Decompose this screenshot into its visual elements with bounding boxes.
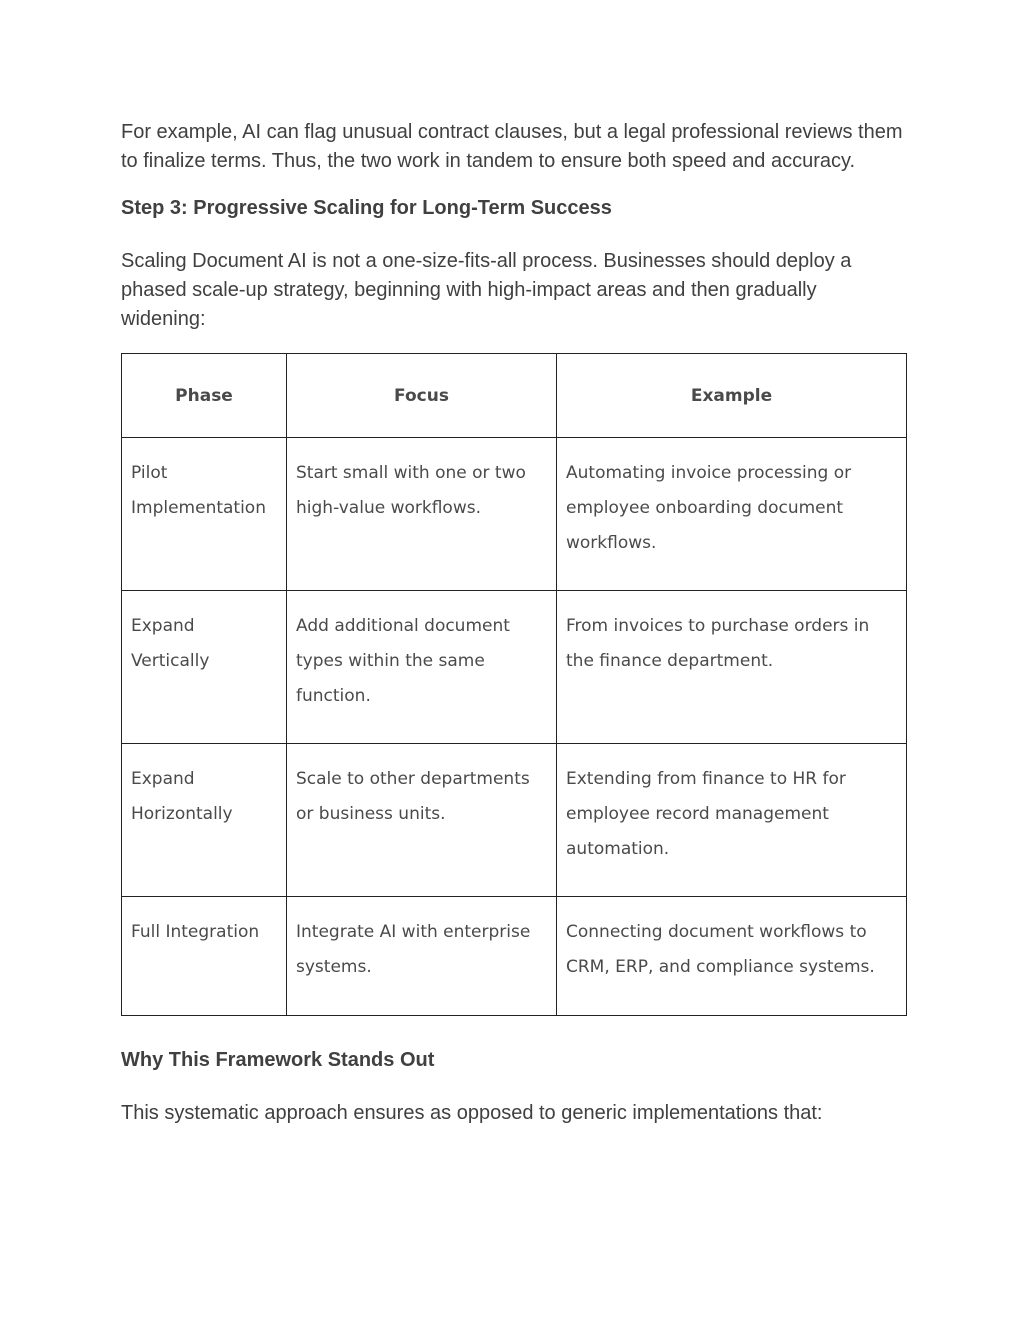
table-row: [122, 591, 907, 744]
cell-phase: Full Integration: [122, 897, 287, 1016]
cell-focus: Integrate AI with enterprise systems.: [287, 897, 557, 1016]
header-example: Example: [557, 354, 907, 438]
intro-paragraph: For example, AI can flag unusual contract clauses, but a legal professional reviews them to finalize terms. Thus, the two work in tandem to ensure both speed and accuracy.: [121, 121, 903, 172]
table-header-row: [122, 354, 907, 438]
scaling-phases-table: [121, 353, 907, 1016]
scaling-paragraph: Scaling Document AI is not a one-size-fits-all process. Businesses should deploy a phased scale-up strategy, beginning with high-impact areas and then gradually widening:: [121, 250, 852, 330]
cell-focus: Scale to other departments or business units.: [287, 744, 557, 897]
cell-focus: Start small with one or two high-value workflows.: [287, 438, 557, 591]
document-page: [121, 118, 906, 1128]
header-focus: Focus: [287, 354, 557, 438]
step3-heading: Step 3: Progressive Scaling for Long-Term Success: [121, 197, 612, 219]
cell-example: From invoices to purchase orders in the finance department.: [557, 591, 907, 744]
table-row: [122, 744, 907, 897]
table-row: [122, 438, 907, 591]
cell-example: Extending from finance to HR for employee record management automation.: [557, 744, 907, 897]
cell-example: Connecting document workflows to CRM, ERP, and compliance systems.: [557, 897, 907, 1016]
cell-phase: Pilot Implementation: [122, 438, 287, 591]
cell-phase: Expand Vertically: [122, 591, 287, 744]
why-heading: Why This Framework Stands Out: [121, 1049, 435, 1071]
table-row: [122, 897, 907, 1016]
cell-phase: Expand Horizontally: [122, 744, 287, 897]
closing-paragraph: This systematic approach ensures as opposed to generic implementations that:: [121, 1102, 823, 1124]
header-phase: Phase: [122, 354, 287, 438]
cell-focus: Add additional document types within the same function.: [287, 591, 557, 744]
cell-example: Automating invoice processing or employee onboarding document workflows.: [557, 438, 907, 591]
